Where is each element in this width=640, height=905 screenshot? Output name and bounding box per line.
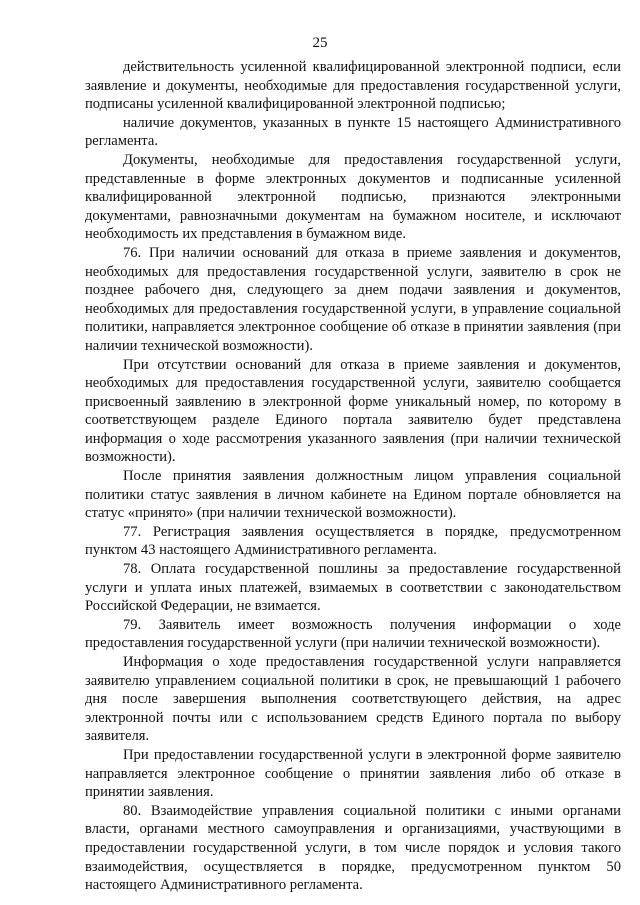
paragraph-77: 77. Регистрация заявления осуществляется в порядке, предусмотренном пунктом 43 настоящего Административного регламента. (85, 523, 621, 559)
paragraph-76: 76. При наличии оснований для отказа в приеме заявления и документов, необходимых для предоставления государственной услуги, заявителю в срок не позднее рабочего дня, следующего за днем подачи заявления и документов, необходимых для предоставления государственной услуги, в управление социальной политики, направляется электронное сообщение об отказе в принятии заявления (при наличии технической возможности). (85, 244, 621, 354)
paragraph: Документы, необходимые для предоставления государственной услуги, представленные в форме электронных документов и подписанные усиленной квалифицированной электронной подписью, признаются электронными документами, равнозначными документам на бумажном носителе, и исключают необходимость их представления в бумажном виде. (85, 151, 621, 243)
paragraph-80: 80. Взаимодействие управления социальной политики с иными органами власти, органами местного самоуправления и организациями, участвующими в предоставлении государственной услуги, в том числе порядок и условия такого взаимодействия, осуществляется в порядке, предусмотренном пунктом 50 настоящего Административного регламента. (85, 802, 621, 894)
paragraph-79: 79. Заявитель имеет возможность получения информации о ходе предоставления государственной услуги (при наличии технической возможности). (85, 616, 621, 652)
page-number: 25 (312, 35, 328, 51)
paragraph: При предоставлении государственной услуги в электронной форме заявителю направляется электронное сообщение о принятии заявления либо об отказе в принятии заявления. (85, 746, 621, 801)
document-body (85, 58, 621, 895)
paragraph: действительность усиленной квалифицированной электронной подписи, если заявление и документы, необходимые для предоставления государственной услуги, подписаны усиленной квалифицированной электронной подписью; (85, 59, 621, 113)
paragraph-78: 78. Оплата государственной пошлины за предоставление государственной услуги и уплата иных платежей, взимаемых в соответствии с законодательством Российской Федерации, не взимается. (85, 561, 621, 615)
paragraph: После принятия заявления должностным лицом управления социальной политики статус заявления в личном кабинете на Едином портале обновляется на статус «принято» (при наличии технической возможности). (85, 468, 621, 522)
paragraph: Информация о ходе предоставления государственной услуги направляется заявителю управлением социальной политики в срок, не превышающий 1 рабочего дня после завершения выполнения соответствующего действия, на адрес электронной почты или с использованием средств Единого портала по выбору заявителя. (85, 654, 621, 745)
paragraph: При отсутствии оснований для отказа в приеме заявления и документов, необходимых для предоставления государственной услуги, заявителю сообщается присвоенный заявлению в электронной форме уникальный номер, по которому в соответствующем разделе Единого портала заявителю будет представлена информация о ходе рассмотрения указанного заявления (при наличии технической возможности). (85, 356, 621, 466)
paragraph: наличие документов, указанных в пункте 15 настоящего Административного регламента. (85, 114, 621, 150)
